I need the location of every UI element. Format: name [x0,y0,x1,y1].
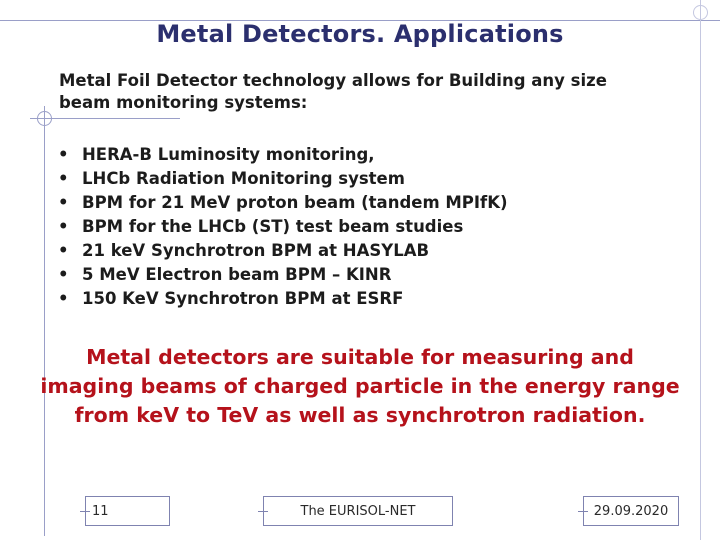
page-number-box [85,496,170,526]
left-vertical-mark [44,106,45,536]
left-horizontal-mark [30,118,180,119]
date-box [583,496,679,526]
right-divider [700,0,701,540]
list-item-text: 5 MeV Electron beam BPM – KINR [82,265,392,284]
bullet-glyph: • [58,169,69,188]
slide-title: Metal Detectors. Applications [156,20,564,48]
bullet-glyph: • [58,217,69,236]
list-item [58,287,508,311]
list-item [58,167,508,191]
bullet-glyph: • [58,145,69,164]
organization-name: The EURISOL-NET [300,503,416,519]
page-number: 11 [92,503,109,519]
list-item [58,215,508,239]
list-item [58,191,508,215]
summary-note: Metal detectors are suitable for measuring and imaging beams of charged particle in the energy range from keV to TeV as well as synchrotron radiation. [40,345,680,427]
bullet-glyph: • [58,265,69,284]
intro-text: Metal Foil Detector technology allows for Building any size beam monitoring systems: [59,71,607,112]
list-item [58,263,508,287]
list-item-text: BPM for 21 MeV proton beam (tandem MPIfK) [82,193,508,212]
slide-date: 29.09.2020 [593,503,669,519]
list-item-text: 150 KeV Synchrotron BPM at ESRF [82,289,404,308]
organization-box [263,496,453,526]
bullet-glyph: • [58,241,69,260]
list-item-text: HERA-B Luminosity monitoring, [82,145,375,164]
list-item [58,239,508,263]
bullet-glyph: • [58,289,69,308]
bullet-glyph: • [58,193,69,212]
list-item-text: BPM for the LHCb (ST) test beam studies [82,217,464,236]
left-ring-decoration [37,111,52,126]
list-item [58,143,508,167]
list-item-text: 21 keV Synchrotron BPM at HASYLAB [82,241,430,260]
corner-ring-decoration [693,5,708,20]
list-item-text: LHCb Radiation Monitoring system [82,169,405,188]
application-list [58,143,508,311]
